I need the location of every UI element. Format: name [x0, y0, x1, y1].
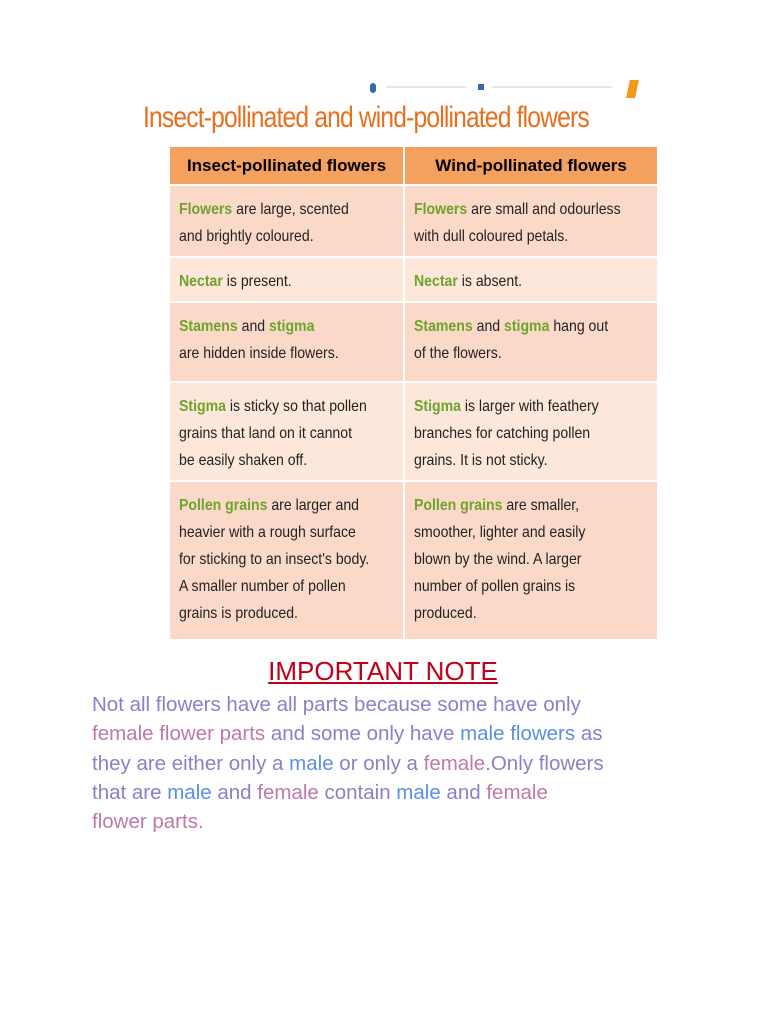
cell-text: is larger with feathery	[461, 398, 599, 415]
keyword: Stamens	[414, 318, 473, 335]
note-text: and some only have	[265, 722, 461, 746]
cell-text: are smaller,	[502, 497, 580, 514]
table-cell	[170, 481, 404, 639]
table-cell	[170, 382, 404, 481]
note-text: that are	[92, 780, 168, 804]
note-text: .Only flowers	[485, 751, 604, 775]
keyword: Stigma	[179, 398, 226, 415]
cell-text: grains that land on it cannot	[179, 425, 352, 442]
table-cell	[404, 382, 657, 481]
cell-text: grains. It is not sticky.	[414, 452, 548, 469]
note-text-female: female	[486, 780, 548, 804]
cell-text: hang out	[549, 318, 609, 335]
orange-slash-icon	[626, 80, 639, 98]
note-text: Not all flowers have all parts because some have only	[92, 693, 581, 716]
note-text-male: male	[289, 751, 334, 775]
faded-text-line	[492, 86, 612, 88]
cell-text: and	[472, 318, 505, 335]
cropped-header-strip	[366, 80, 642, 98]
keyword: Pollen grains	[179, 497, 268, 514]
note-text-male: male flowers	[460, 722, 576, 746]
keyword: Pollen grains	[414, 497, 503, 514]
note-text-female: female	[257, 780, 319, 804]
keyword: Flowers	[414, 201, 468, 218]
cell-text: are large, scented	[232, 201, 349, 218]
note-text: contain	[318, 780, 397, 804]
cell-text: are small and odourless	[467, 201, 621, 218]
note-text-male: male	[396, 780, 441, 804]
note-text-female: female flower parts	[92, 722, 266, 746]
note-text-male: male	[167, 780, 212, 804]
table-cell	[404, 257, 657, 302]
cell-text: be easily shaken off.	[179, 452, 308, 469]
table-cell	[170, 302, 404, 382]
cell-text: with dull coloured petals.	[414, 228, 569, 245]
logo-mark-icon	[370, 83, 376, 93]
important-note-heading: IMPORTANT NOTE	[268, 656, 498, 686]
cell-text: are larger and	[267, 497, 359, 514]
note-paragraph	[92, 690, 692, 836]
table-cell	[404, 302, 657, 382]
table-header-row	[170, 147, 657, 185]
note-text-female: flower parts.	[92, 810, 204, 834]
faded-text-line	[386, 86, 466, 88]
table-row	[170, 481, 657, 639]
note-line	[92, 778, 692, 807]
cell-text: produced.	[414, 605, 477, 622]
cell-text: blown by the wind. A larger	[414, 551, 582, 568]
cell-text: branches for catching pollen	[414, 425, 591, 442]
table-row	[170, 302, 657, 382]
column-header-wind: Wind-pollinated flowers	[404, 147, 657, 185]
note-text: as	[575, 722, 603, 746]
cell-text: of the flowers.	[414, 345, 502, 362]
note-text-female: female	[423, 751, 486, 775]
cell-text: grains is produced.	[179, 605, 298, 622]
cell-text: are hidden inside flowers.	[179, 345, 339, 362]
keyword: Stamens	[179, 318, 238, 335]
table-row	[170, 185, 657, 257]
note-line	[92, 749, 692, 778]
note-line	[92, 719, 692, 748]
note-text: and	[211, 780, 258, 804]
keyword: stigma	[269, 318, 315, 335]
cell-text: heavier with a rough surface	[179, 524, 356, 541]
table-row	[170, 382, 657, 481]
keyword: Flowers	[179, 201, 233, 218]
table-cell	[404, 185, 657, 257]
keyword: Stigma	[414, 398, 462, 415]
cell-text: for sticking to an insect's body.	[179, 551, 370, 568]
note-text: and	[440, 780, 487, 804]
keyword: stigma	[504, 318, 550, 335]
cell-text: and	[237, 318, 270, 335]
cell-text: smoother, lighter and easily	[414, 524, 586, 541]
cell-text: is absent.	[458, 273, 523, 290]
keyword: Nectar	[179, 273, 223, 290]
note-text: they are either only a	[92, 751, 290, 775]
table-cell	[170, 257, 404, 302]
table-row	[170, 257, 657, 302]
cell-text: number of pollen grains is	[414, 578, 576, 595]
column-header-insect: Insect-pollinated flowers	[170, 147, 404, 185]
cell-text: is present.	[222, 273, 292, 290]
keyword: Nectar	[414, 273, 459, 290]
figure-title: Insect-pollinated and wind-pollinated flowers	[143, 101, 589, 134]
note-text: or only a	[333, 751, 424, 775]
comparison-table	[170, 147, 657, 639]
cell-text: is sticky so that pollen	[225, 398, 367, 415]
table-cell	[404, 481, 657, 639]
note-line	[92, 807, 692, 836]
cell-text: and brightly coloured.	[179, 228, 314, 245]
cell-text: A smaller number of pollen	[179, 578, 346, 595]
table-cell	[170, 185, 404, 257]
small-square-icon	[478, 84, 484, 90]
note-line	[92, 690, 692, 719]
